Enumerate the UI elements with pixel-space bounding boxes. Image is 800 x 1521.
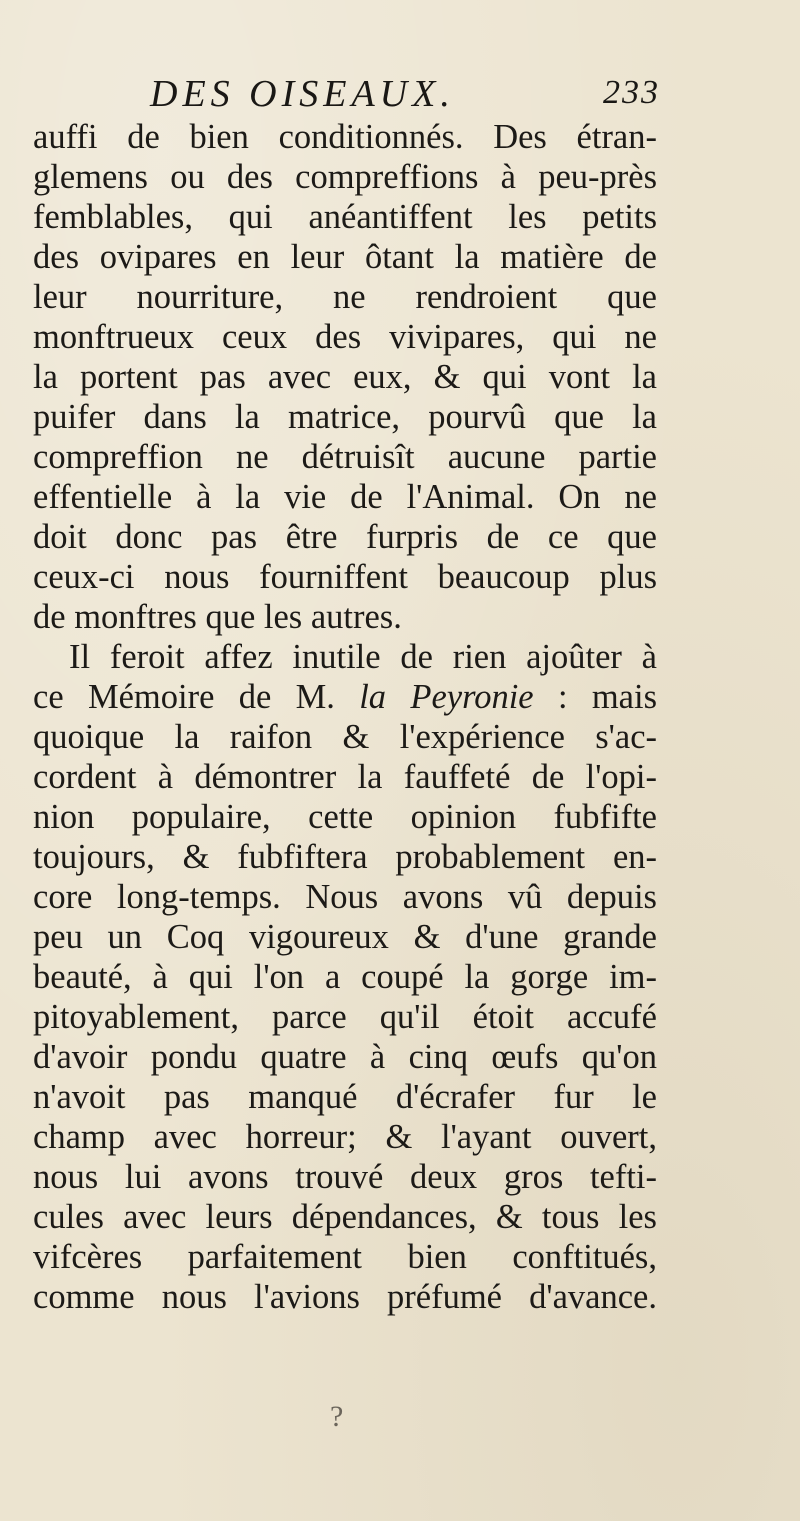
text-line: doit donc pas être furpris de ce que (33, 518, 657, 556)
text-line: toujours, & fubfiftera probablement en- (33, 838, 657, 876)
text-line: monftrueux ceux des vivipares, qui ne (33, 318, 657, 356)
text-line: d'avoir pondu quatre à cinq œufs qu'on (33, 1038, 657, 1076)
signature-mark: ? (330, 1400, 344, 1433)
text-line: champ avec horreur; & l'ayant ouvert, (33, 1118, 657, 1156)
text-line: compreffion ne détruisît aucune partie (33, 438, 657, 476)
text-line: leur nourriture, ne rendroient que (33, 278, 657, 316)
page-number: 233 (603, 74, 660, 111)
text-segment: : mais (533, 678, 657, 716)
text-line: cordent à démontrer la fauffeté de l'opi- (33, 758, 657, 796)
body-text (33, 117, 657, 1317)
text-line: effentielle à la vie de l'Animal. On ne (33, 478, 657, 516)
author-name: la Peyronie (359, 678, 534, 716)
text-line-with-name (33, 677, 657, 717)
text-line: core long-temps. Nous avons vû depuis (33, 878, 657, 916)
text-line: vifcères parfaitement bien conftitués, (33, 1238, 657, 1276)
text-line: glemens ou des compreffions à peu-près (33, 158, 657, 196)
text-line: de monftres que les autres. (33, 598, 402, 636)
text-line: femblables, qui anéantiffent les petits (33, 198, 657, 236)
text-line: puifer dans la matrice, pourvû que la (33, 398, 657, 436)
text-line: pitoyablement, parce qu'il étoit accufé (33, 998, 657, 1036)
text-line: peu un Coq vigoureux & d'une grande (33, 918, 657, 956)
text-line: beauté, à qui l'on a coupé la gorge im- (33, 958, 657, 996)
text-line: la portent pas avec eux, & qui vont la (33, 358, 657, 396)
text-line: auffi de bien conditionnés. Des étran- (33, 118, 657, 156)
text-line: Il feroit affez inutile de rien ajoûter à (69, 638, 657, 676)
text-line: quoique la raifon & l'expérience s'ac- (33, 718, 657, 756)
text-line: cules avec leurs dépendances, & tous les (33, 1198, 657, 1236)
text-line: nion populaire, cette opinion fubfifte (33, 798, 657, 836)
text-line: n'avoit pas manqué d'écrafer fur le (33, 1078, 657, 1116)
text-segment: ce Mémoire de M. (33, 678, 360, 716)
text-line: des ovipares en leur ôtant la matière de (33, 238, 657, 276)
running-head (150, 72, 660, 122)
text-line: nous lui avons trouvé deux gros tefti- (33, 1158, 657, 1196)
running-title: DES OISEAUX. (150, 73, 455, 115)
text-line: ceux-ci nous fourniffent beaucoup plus (33, 558, 657, 596)
text-line: comme nous l'avions préfumé d'avance. (33, 1278, 657, 1316)
